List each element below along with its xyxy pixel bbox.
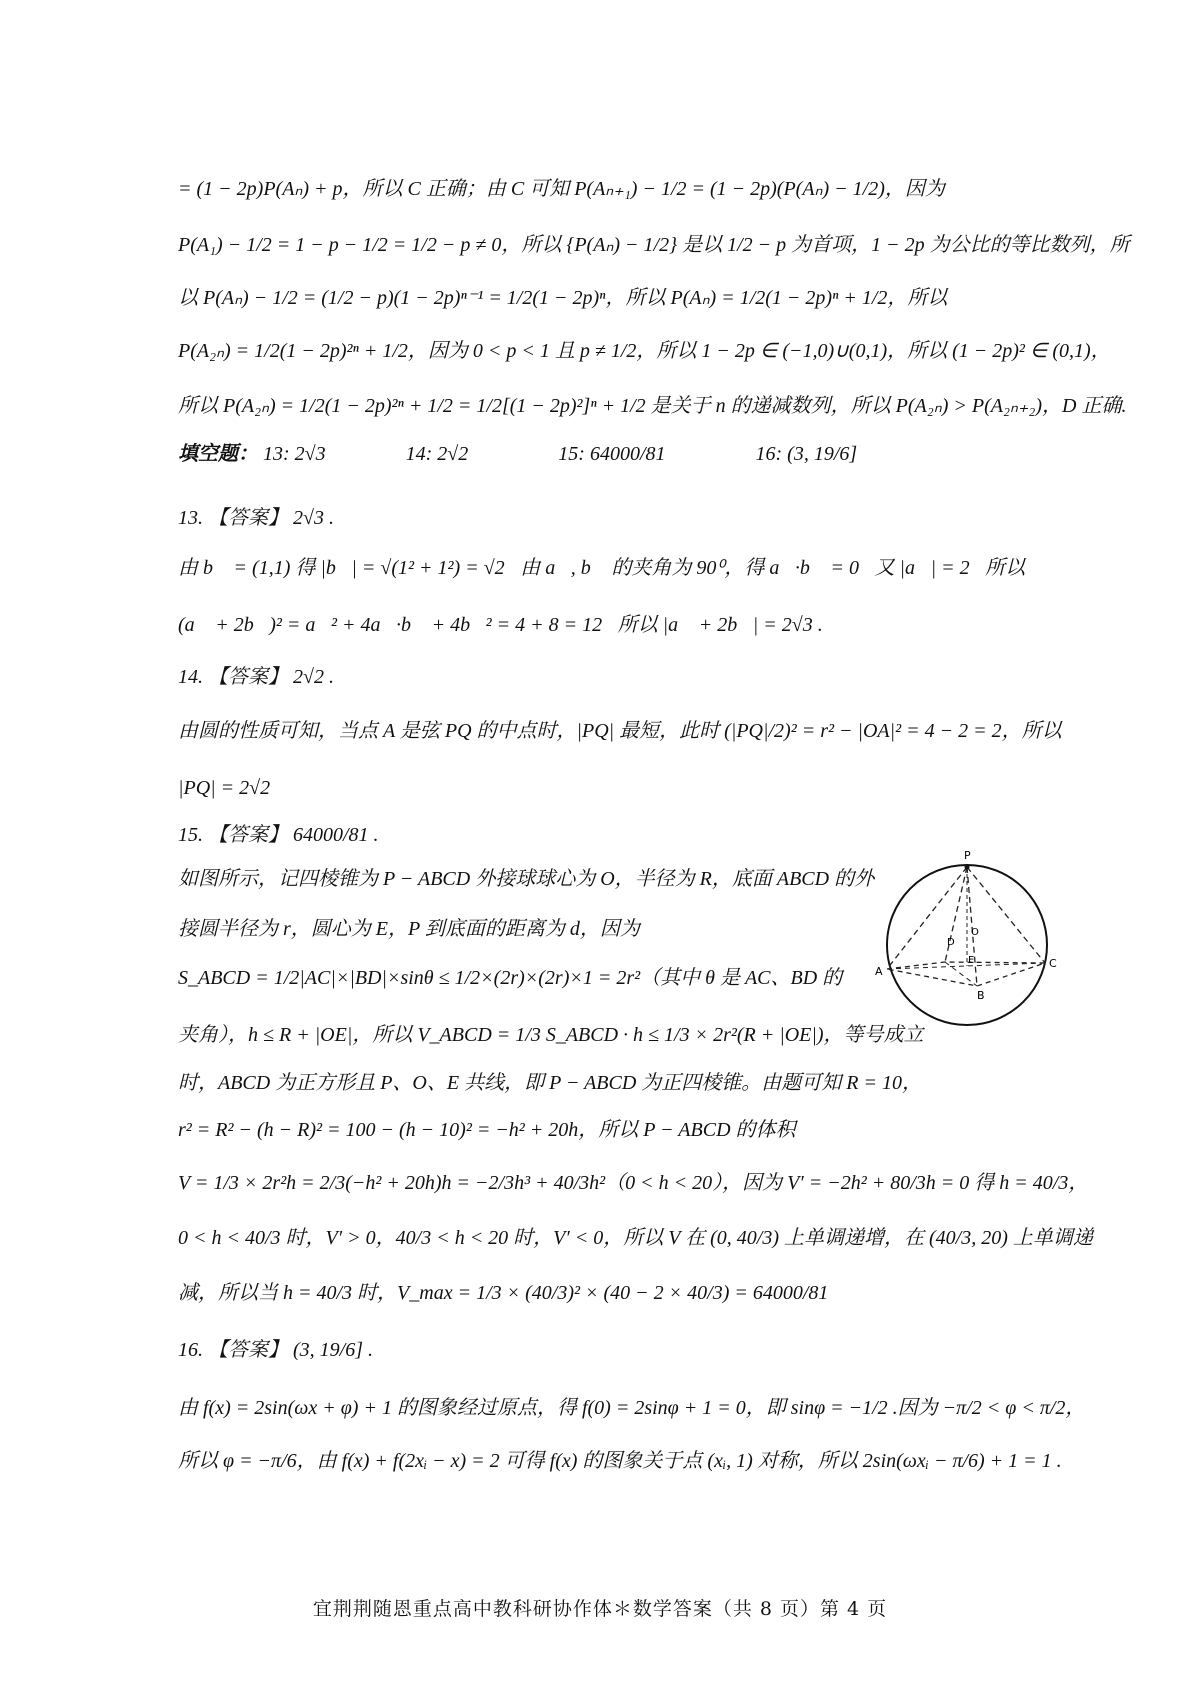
answer-heading-16: 16. 【答案】 (3, 19/6] .	[178, 1339, 373, 1361]
text-line: 由 f(x) = 2sin(ωx + φ) + 1 的图象经过原点，得 f(0) = 2sinφ + 1 = 0，即 sinφ = −1/2 .因为 −π/2 < φ < π/2，	[178, 1397, 1086, 1419]
label-a: A	[875, 965, 883, 978]
text-line: 夹角），h ≤ R + |OE|，所以 V_ABCD = 1/3 S_ABCD · h ≤ 1/3 × 2r²(R + |OE|)，等号成立	[178, 1024, 924, 1046]
edge-pc	[967, 867, 1045, 963]
text-line: 由 b⃗ = (1,1) 得 |b⃗| = √(1² + 1²) = √2，由 a⃗, b⃗ 的夹角为 90⁰，得 a⃗·b⃗ = 0，又 |a⃗| = 2，所以	[178, 557, 1026, 579]
point-p	[965, 865, 970, 870]
answer-heading-15: 15. 【答案】 64000/81 .	[178, 824, 379, 846]
label-p: P	[964, 849, 971, 862]
text-line: 时，ABCD 为正方形且 P、O、E 共线，即 P − ABCD 为正四棱锥。由题可知 R = 10，	[178, 1072, 923, 1094]
answer-14: 14: 2√2	[405, 443, 469, 465]
page-footer: 宜荆荆随恩重点高中教科研协作体＊数学答案（共 8 页）第 4 页	[312, 1598, 888, 1620]
answer-15: 15: 64000/81	[558, 443, 666, 465]
answer-heading-13: 13. 【答案】 2√3 .	[178, 507, 334, 529]
base-abcd	[887, 962, 1045, 986]
text-line: (a⃗ + 2b⃗)² = a⃗² + 4a⃗·b⃗ + 4b⃗² = 4 + 8 = 12，所以 |a⃗ + 2b⃗| = 2√3 .	[178, 614, 823, 636]
text-line: 由圆的性质可知，当点 A 是弦 PQ 的中点时，|PQ| 最短，此时 (|PQ|/2)² = r² − |OA|² = 4 − 2 = 2，所以	[178, 720, 1062, 742]
text-line: 所以 P(A₂ₙ) = 1/2(1 − 2p)²ⁿ + 1/2 = 1/2[(1 − 2p)²]ⁿ + 1/2 是关于 n 的递减数列，所以 P(A₂ₙ) > P(A₂ₙ₊₂)，D 正确.	[178, 395, 1127, 417]
label-c: C	[1049, 957, 1057, 970]
text-line: 所以 φ = −π/6，由 f(x) + f(2xᵢ − x) = 2 可得 f(x) 的图象关于点 (xᵢ, 1) 对称，所以 2sin(ωxᵢ − π/6) + 1 = 1 .	[178, 1450, 1062, 1472]
label-e: E	[968, 955, 975, 966]
text-line: 接圆半径为 r，圆心为 E，P 到底面的距离为 d，因为	[178, 918, 640, 940]
text-line: 减，所以当 h = 40/3 时，V_max = 1/3 × (40/3)² × (40 − 2 × 40/3) = 64000/81	[178, 1282, 829, 1304]
text-line: 如图所示，记四棱锥为 P − ABCD 外接球球心为 O，半径为 R，底面 ABCD 的外	[178, 868, 875, 890]
text-line: 以 P(Aₙ) − 1/2 = (1/2 − p)(1 − 2p)ⁿ⁻¹ = 1/2(1 − 2p)ⁿ，所以 P(Aₙ) = 1/2(1 − 2p)ⁿ + 1/2，所以	[178, 287, 948, 309]
answer-16: 16: (3, 19/6]	[755, 443, 858, 465]
text-line: S_ABCD = 1/2|AC|×|BD|×sinθ ≤ 1/2×(2r)×(2r)×1 = 2r²（其中 θ 是 AC、BD 的	[178, 967, 843, 989]
label-b: B	[977, 989, 985, 1002]
fill-in-answers	[178, 441, 857, 467]
label-d: D	[947, 937, 955, 948]
answer-heading-14: 14. 【答案】 2√2 .	[178, 666, 334, 688]
text-line: V = 1/3 × 2r²h = 2/3(−h² + 20h)h = −2/3h³ + 40/3h²（0 < h < 20），因为 V′ = −2h² + 80/3h = 0 得 h = 40/3，	[178, 1172, 1089, 1194]
text-line: = (1 − 2p)P(Aₙ) + p，所以 C 正确；由 C 可知 P(Aₙ₊₁) − 1/2 = (1 − 2p)(P(Aₙ) − 1/2)，因为	[178, 178, 945, 200]
answer-13: 13: 2√3	[263, 443, 326, 465]
text-line: P(A₂ₙ) = 1/2(1 − 2p)²ⁿ + 1/2，因为 0 < p < 1 且 p ≠ 1/2，所以 1 − 2p ∈ (−1,0)∪(0,1)，所以 (1 − 2p)² ∈ (0,1)，	[178, 340, 1111, 362]
pyramid-sphere-figure	[865, 845, 1065, 1045]
text-line: |PQ| = 2√2	[178, 777, 271, 799]
diagonal-ac	[887, 963, 1045, 969]
text-line: P(A₁) − 1/2 = 1 − p − 1/2 = 1/2 − p ≠ 0，所以 {P(Aₙ) − 1/2} 是以 1/2 − p 为首项，1 − 2p 为公比的等比数列，所	[178, 234, 1130, 256]
label-o: O	[971, 927, 979, 938]
text-line: r² = R² − (h − R)² = 100 − (h − 10)² = −h² + 20h，所以 P − ABCD 的体积	[178, 1119, 796, 1141]
text-line: 0 < h < 40/3 时，V′ > 0，40/3 < h < 20 时，V′ < 0，所以 V 在 (0, 40/3) 上单调递增，在 (40/3, 20) 上单调递	[178, 1227, 1093, 1249]
fill-in-label: 填空题：	[178, 443, 258, 465]
